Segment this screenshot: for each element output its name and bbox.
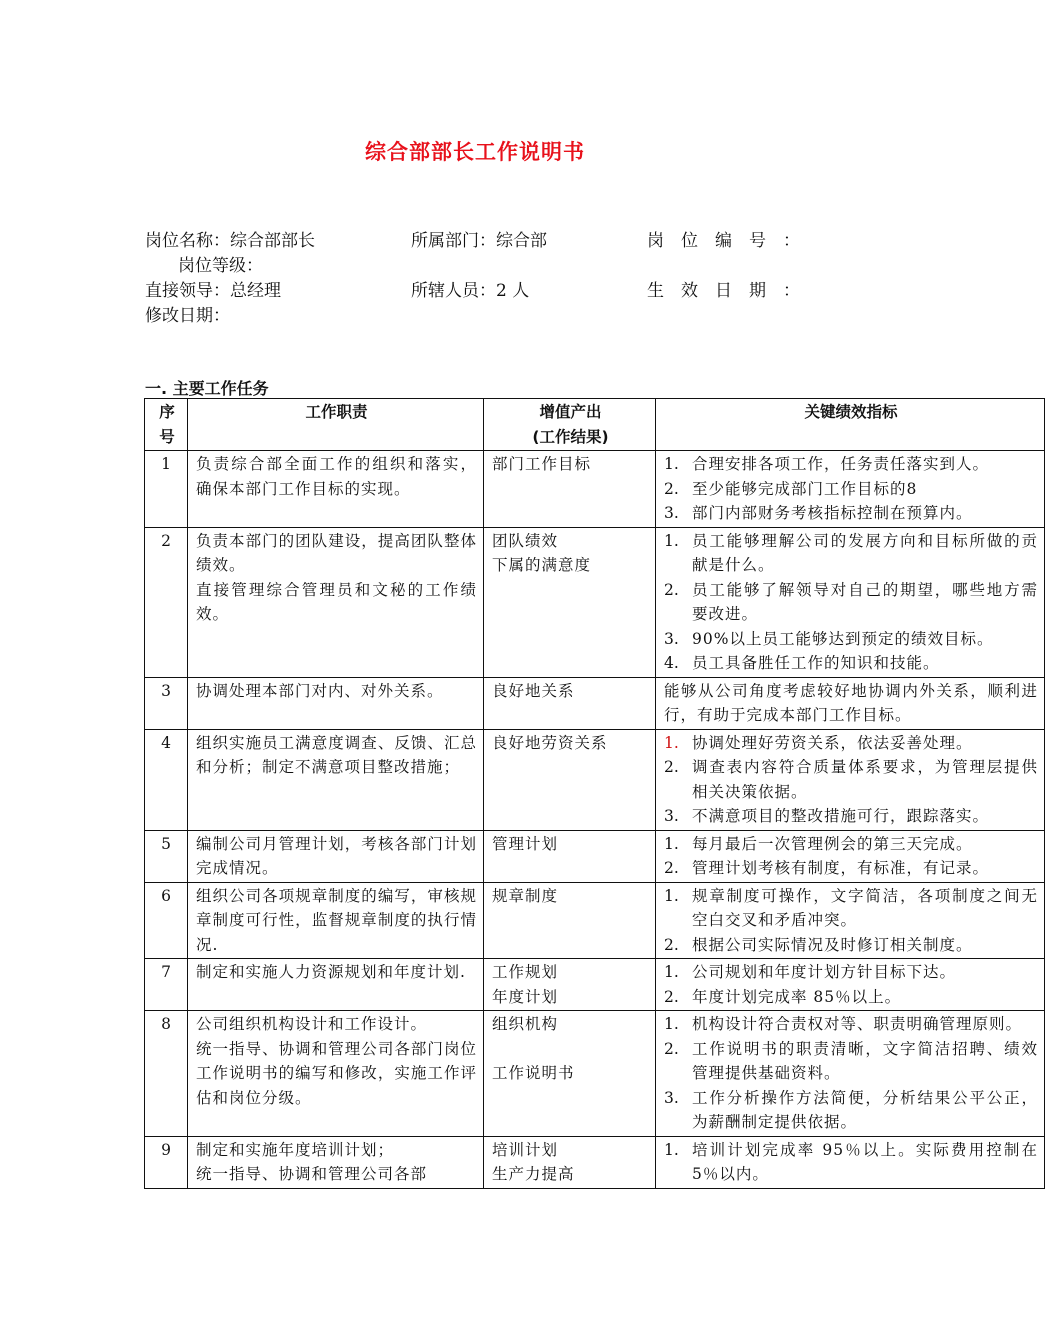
kpi-cell <box>656 882 1045 959</box>
output-cell: 组织机构 工作说明书 <box>484 1011 656 1137</box>
kpi-item-text: 管理计划考核有制度，有标准，有记录。 <box>692 859 990 877</box>
kpi-cell <box>656 527 1045 677</box>
row-number: 8 <box>145 1011 188 1137</box>
kpi-item-number: 2. <box>664 859 679 877</box>
kpi-item-number: 3. <box>664 807 679 825</box>
table-row <box>145 451 1045 528</box>
kpi-item-text: 员工能够了解领导对自己的期望，哪些地方需要改进。 <box>692 580 1038 623</box>
kpi-item-text: 每月最后一次管理例会的第三天完成。 <box>692 834 973 853</box>
row-number: 4 <box>145 729 188 830</box>
direct-leader: 直接领导：总经理 <box>145 281 281 301</box>
kpi-item-number: 2. <box>664 935 679 954</box>
kpi-cell <box>656 729 1045 830</box>
header-no: 序 号 <box>145 399 188 451</box>
kpi-item-text: 合理安排各项工作，任务责任落实到人。 <box>692 455 990 473</box>
kpi-item-number: 1. <box>664 455 679 473</box>
kpi-text: 能够从公司角度考虑较好地协调内外关系，顺利进行，有助于完成本部门工作目标。 <box>664 681 1038 724</box>
kpi-cell <box>656 677 1045 729</box>
effective-date: 生 效 日 期 ： <box>647 281 800 301</box>
kpi-item-text: 不满意项目的整改措施可行，跟踪落实。 <box>692 807 990 825</box>
output-cell: 部门工作目标 <box>484 451 656 528</box>
table-row <box>145 1136 1045 1188</box>
row-number: 9 <box>145 1136 188 1188</box>
header-duty: 工作职责 <box>188 399 484 451</box>
header-output: 增值产出 (工作结果) <box>484 399 656 451</box>
kpi-item <box>664 501 1038 526</box>
kpi-item-text: 培训计划完成率 95％以上。实际费用控制在 5％以内。 <box>692 1140 1038 1183</box>
duty-cell: 制定和实施年度培训计划； 统一指导、协调和管理公司各部 <box>188 1136 484 1188</box>
kpi-item <box>664 755 1038 804</box>
output-cell: 团队绩效 下属的满意度 <box>484 527 656 677</box>
kpi-item-number: 1. <box>664 1015 679 1033</box>
revision-date: 修改日期： <box>145 306 230 326</box>
row-number: 7 <box>145 959 188 1011</box>
kpi-item-text: 规章制度可操作，文字简洁，各项制度之间无空白交叉和矛盾冲突。 <box>692 886 1038 929</box>
document-title: 综合部部长工作说明书 <box>365 140 585 164</box>
kpi-item <box>664 627 1038 652</box>
kpi-item <box>664 651 1038 676</box>
kpi-cell <box>656 959 1045 1011</box>
kpi-item-text: 至少能够完成部门工作目标的8 <box>692 479 918 498</box>
kpi-item-number: 1. <box>664 531 679 550</box>
kpi-item <box>664 933 1038 958</box>
table-row <box>145 830 1045 882</box>
duty-cell: 制定和实施人力资源规划和年度计划. <box>188 959 484 1011</box>
kpi-item <box>664 832 1038 857</box>
task-table <box>144 398 1045 1189</box>
duty-cell: 公司组织机构设计和工作设计。 统一指导、协调和管理公司各部门岗位工作说明书的编写和修改，实施工作评估和岗位分级。 <box>188 1011 484 1137</box>
position-code: 岗 位 编 号 ： <box>647 231 800 251</box>
kpi-item-text: 机构设计符合责权对等、职责明确管理原则。 <box>692 1015 1023 1033</box>
output-cell: 良好地关系 <box>484 677 656 729</box>
kpi-item-number: 2. <box>664 1039 679 1058</box>
kpi-item <box>664 477 1038 502</box>
output-cell: 规章制度 <box>484 882 656 959</box>
row-number: 2 <box>145 527 188 677</box>
row-number: 6 <box>145 882 188 959</box>
kpi-item-text: 部门内部财务考核指标控制在预算内。 <box>692 504 973 522</box>
position-level: 岗位等级： <box>178 256 263 276</box>
section-title: 一. 主要工作任务 <box>145 379 269 398</box>
kpi-item-text: 员工能够理解公司的发展方向和目标所做的贡献是什么。 <box>692 531 1038 574</box>
kpi-item-number: 2. <box>664 479 679 498</box>
kpi-item <box>664 985 1038 1010</box>
kpi-item-number: 1. <box>664 733 679 752</box>
table-row <box>145 677 1045 729</box>
output-cell: 工作规划 年度计划 <box>484 959 656 1011</box>
duty-cell: 编制公司月管理计划，考核各部门计划完成情况。 <box>188 830 484 882</box>
kpi-item <box>664 804 1038 829</box>
row-number: 5 <box>145 830 188 882</box>
kpi-item <box>664 452 1038 477</box>
kpi-item-text: 员工具备胜任工作的知识和技能。 <box>692 654 940 672</box>
kpi-item-number: 4. <box>664 654 679 672</box>
subordinates: 所辖人员：2 人 <box>411 281 530 301</box>
duty-cell: 负责本部门的团队建设，提高团队整体绩效。 直接管理综合管理员和文秘的工作绩效。 <box>188 527 484 677</box>
row-number: 3 <box>145 677 188 729</box>
header-kpi: 关键绩效指标 <box>656 399 1045 451</box>
output-cell: 管理计划 <box>484 830 656 882</box>
kpi-item-number: 3. <box>664 504 679 522</box>
kpi-item <box>664 731 1038 756</box>
kpi-item-number: 1. <box>664 886 679 905</box>
kpi-item-number: 2. <box>664 758 679 776</box>
duty-cell: 协调处理本部门对内、对外关系。 <box>188 677 484 729</box>
kpi-item <box>664 856 1038 881</box>
kpi-item-text: 工作说明书的职责清晰，文字简洁招聘、绩效管理提供基础资料。 <box>692 1039 1038 1082</box>
kpi-item-text: 90%以上员工能够达到预定的绩效目标。 <box>692 629 994 648</box>
table-row <box>145 959 1045 1011</box>
table-row <box>145 729 1045 830</box>
kpi-item <box>664 529 1038 578</box>
kpi-item-number: 2. <box>664 580 679 599</box>
kpi-cell <box>656 451 1045 528</box>
kpi-item <box>664 960 1038 985</box>
kpi-item-number: 3. <box>664 1088 679 1107</box>
kpi-item <box>664 1086 1038 1135</box>
kpi-cell <box>656 1136 1045 1188</box>
kpi-cell <box>656 830 1045 882</box>
table-row <box>145 527 1045 677</box>
kpi-item <box>664 578 1038 627</box>
kpi-item-text: 工作分析操作方法简便，分析结果公平公正，为薪酬制定提供依据。 <box>692 1088 1038 1131</box>
kpi-cell <box>656 1011 1045 1137</box>
kpi-item-text: 根据公司实际情况及时修订相关制度。 <box>692 935 973 954</box>
kpi-item-text: 协调处理好劳资关系，依法妥善处理。 <box>692 733 973 752</box>
duty-cell: 组织实施员工满意度调查、反馈、汇总和分析；制定不满意项目整改措施； <box>188 729 484 830</box>
kpi-item-text: 公司规划和年度计划方针目标下达。 <box>692 963 957 981</box>
task-table-container <box>144 398 1038 1208</box>
kpi-item <box>664 1037 1038 1086</box>
kpi-item-number: 2. <box>664 987 679 1006</box>
row-number: 1 <box>145 451 188 528</box>
duty-cell: 组织公司各项规章制度的编写，审核规章制度可行性，监督规章制度的执行情况. <box>188 882 484 959</box>
duty-cell: 负责综合部全面工作的组织和落实， 确保本部门工作目标的实现。 <box>188 451 484 528</box>
kpi-item <box>664 1012 1038 1037</box>
table-header-row <box>145 399 1045 451</box>
table-row <box>145 882 1045 959</box>
kpi-item <box>664 1138 1038 1187</box>
table-row <box>145 1011 1045 1137</box>
meta-row-1 <box>145 226 800 251</box>
kpi-item-text: 年度计划完成率 85％以上。 <box>692 987 902 1006</box>
output-cell: 良好地劳资关系 <box>484 729 656 830</box>
kpi-item-number: 3. <box>664 629 679 648</box>
kpi-item-number: 1. <box>664 834 679 853</box>
position-name: 岗位名称：综合部部长 <box>145 231 315 251</box>
department: 所属部门：综合部 <box>411 231 547 251</box>
meta-row-2 <box>145 276 800 301</box>
kpi-item-text: 调查表内容符合质量体系要求，为管理层提供相关决策依据。 <box>692 758 1038 801</box>
kpi-item-number: 1. <box>664 1140 679 1159</box>
kpi-item <box>664 884 1038 933</box>
kpi-item-number: 1. <box>664 963 679 981</box>
output-cell: 培训计划 生产力提高 <box>484 1136 656 1188</box>
